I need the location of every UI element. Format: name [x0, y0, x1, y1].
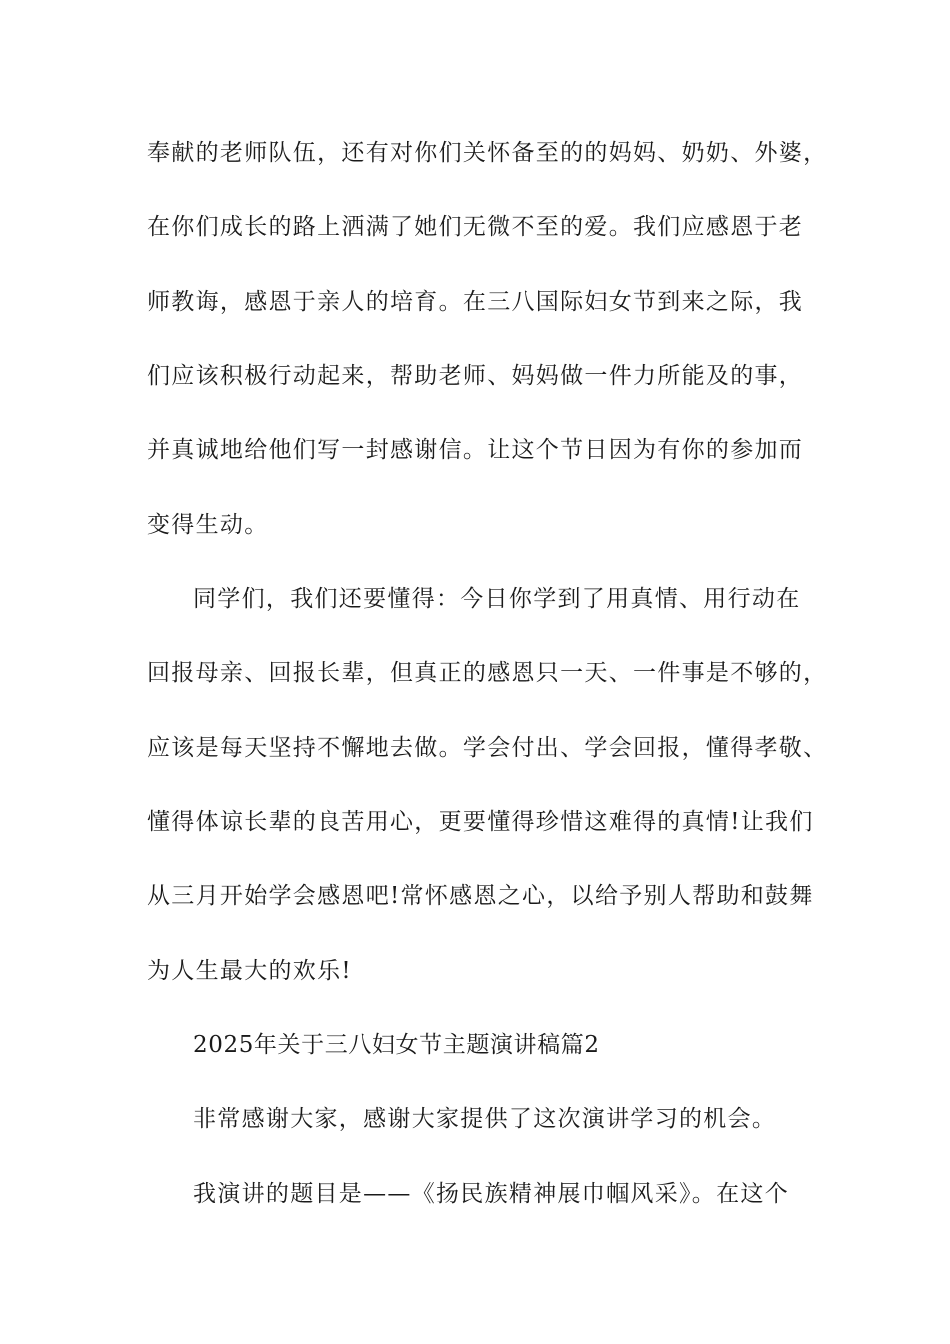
section-paragraph-1: 非常感谢大家，感谢大家提供了这次演讲学习的机会。 — [193, 1106, 777, 1132]
section-title: 2025年关于三八妇女节主题演讲稿篇2 — [193, 1032, 600, 1058]
paragraph-1-line-1: 奉献的老师队伍，还有对你们关怀备至的的妈妈、奶奶、外婆， — [147, 140, 828, 166]
paragraph-2-line-5: 从三月开始学会感恩吧!常怀感恩之心，以给予别人帮助和鼓舞 — [147, 883, 814, 909]
paragraph-2-line-6: 为人生最大的欢乐! — [147, 958, 352, 984]
paragraph-1-line-6: 变得生动。 — [147, 512, 269, 538]
paragraph-2-line-1: 同学们，我们还要懂得：今日你学到了用真情、用行动在 — [193, 586, 801, 612]
section-paragraph-2: 我演讲的题目是——《扬民族精神展巾帼风采》。在这个 — [193, 1181, 789, 1207]
paragraph-1-line-3: 师教诲，感恩于亲人的培育。在三八国际妇女节到来之际，我 — [147, 289, 804, 315]
paragraph-1-line-5: 并真诚地给他们写一封感谢信。让这个节日因为有你的参加而 — [147, 437, 804, 463]
paragraph-1-line-4: 们应该积极行动起来，帮助老师、妈妈做一件力所能及的事， — [147, 363, 804, 389]
paragraph-2-line-4: 懂得体谅长辈的良苦用心，更要懂得珍惜这难得的真情!让我们 — [147, 809, 814, 835]
paragraph-1-line-2: 在你们成长的路上洒满了她们无微不至的爱。我们应感恩于老 — [147, 214, 804, 240]
paragraph-2-line-2: 回报母亲、回报长辈，但真正的感恩只一天、一件事是不够的， — [147, 660, 828, 686]
paragraph-2-line-3: 应该是每天坚持不懈地去做。学会付出、学会回报，懂得孝敬、 — [147, 735, 828, 761]
